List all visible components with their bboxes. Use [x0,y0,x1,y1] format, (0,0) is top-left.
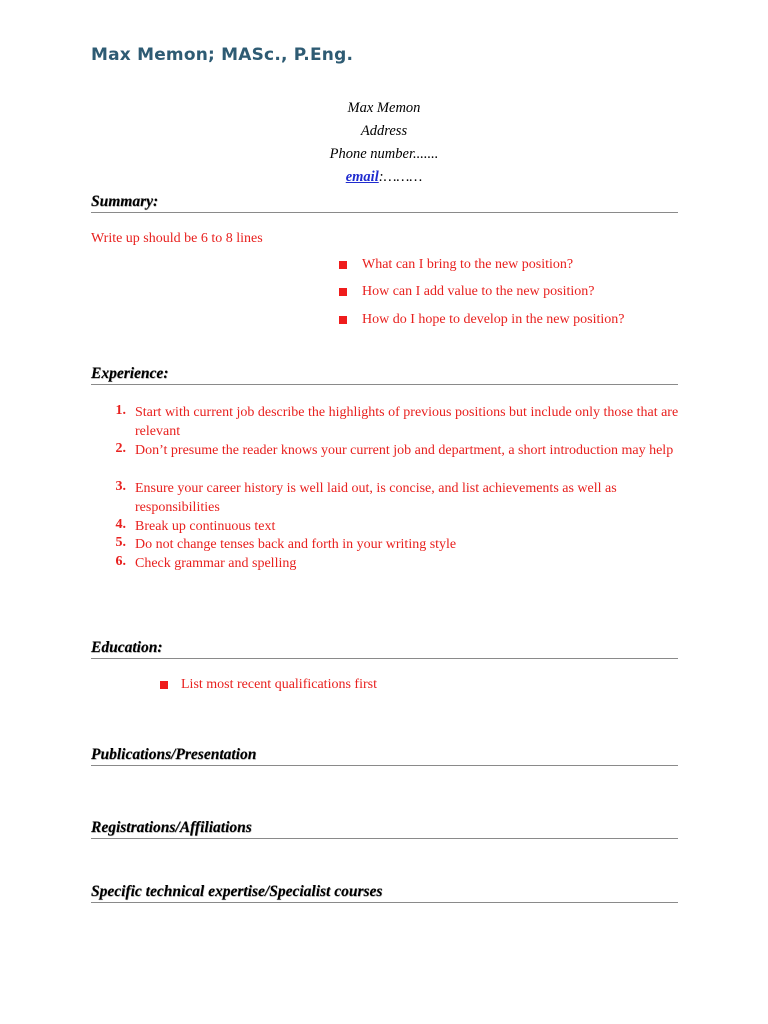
registrations-heading: Registrations/Affiliations [91,819,678,839]
contact-name: Max Memon [347,100,421,116]
summary-bullet [362,257,573,273]
education-heading: Education: [91,639,678,659]
contact-address: Address [360,123,408,139]
summary-bullet-text: How do I hope to develop in the new position? [362,312,625,327]
experience-heading: Experience: [91,365,678,385]
square-bullet-icon [339,316,347,324]
contact-email-line [0,169,768,186]
summary-intro: Write up should be 6 to 8 lines [91,231,263,246]
experience-item: Don’t presume the reader knows your current job and department, a short introduction may help [135,443,674,458]
list-number: 1. [115,403,126,418]
list-number: 4. [115,517,126,532]
square-bullet-icon [160,681,168,689]
list-number: 5. [115,535,126,550]
experience-item: Do not change tenses back and forth in your writing style [135,537,457,552]
summary-bullet [362,284,595,300]
summary-bullet-text: How can I add value to the new position? [362,284,595,299]
square-bullet-icon [339,288,347,296]
education-bullet: List most recent qualifications first [181,677,377,692]
email-link[interactable]: email [345,169,379,185]
summary-bullet-text: What can I bring to the new position? [362,257,574,272]
square-bullet-icon [339,261,347,269]
experience-item: Break up continuous text [135,519,276,534]
summary-bullet [362,312,624,328]
summary-heading: Summary: [91,193,678,213]
list-number: 6. [115,554,126,569]
experience-item: Start with current job describe the highlights of previous positions but include only those that are relevant [135,405,679,439]
list-number: 2. [115,441,126,456]
document-title: Max Memon; MASc., P.Eng. [91,45,354,65]
expertise-heading: Specific technical expertise/Specialist courses [91,883,678,903]
experience-item: Ensure your career history is well laid out, is concise, and list achievements as well as responsibilities [135,481,617,515]
email-suffix: :……… [378,169,423,185]
experience-item: Check grammar and spelling [135,556,297,571]
contact-phone: Phone number....... [329,146,439,162]
list-number: 3. [115,479,126,494]
publications-heading: Publications/Presentation [91,746,678,766]
